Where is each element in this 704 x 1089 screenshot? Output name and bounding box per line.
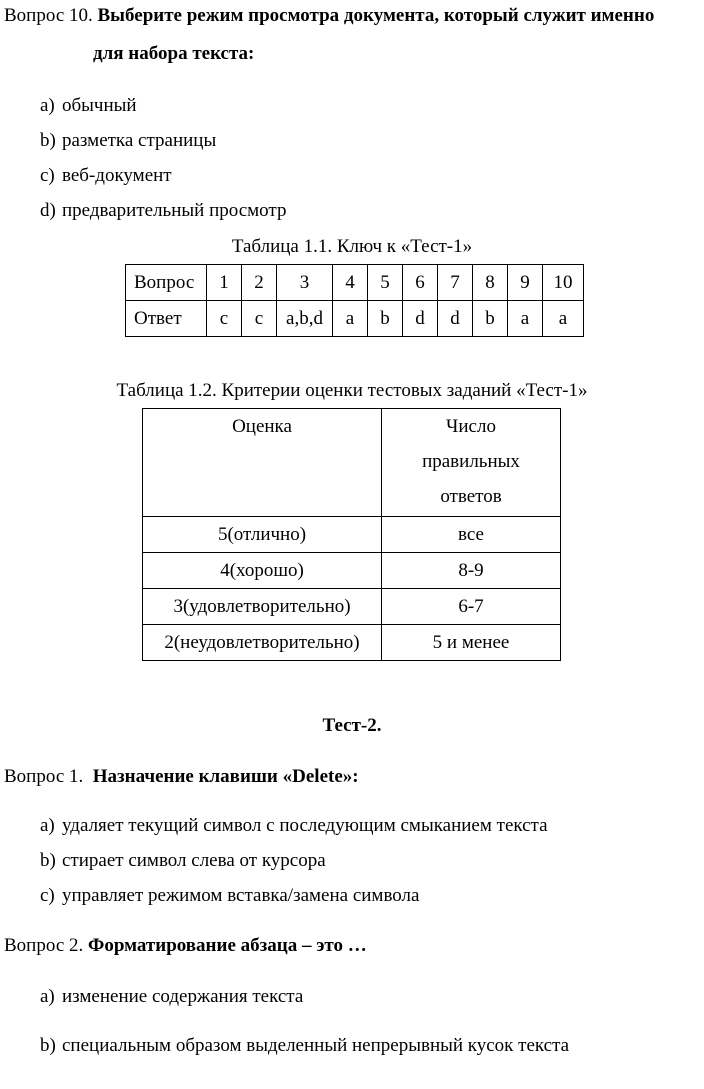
table-cell: 9 xyxy=(508,265,543,301)
q10-option-c: c) веб-документ xyxy=(40,165,172,186)
question-10-prefix: Вопрос 10. xyxy=(4,5,98,26)
table-row xyxy=(143,517,561,553)
table-cell: 5 xyxy=(368,265,403,301)
table-row xyxy=(143,625,561,661)
question-10 xyxy=(4,6,654,25)
header-cell-grade: Оценка xyxy=(143,409,382,517)
table-cell: 6 xyxy=(403,265,438,301)
test2-question-1-text: Назначение клавиши «Delete»: xyxy=(92,766,359,787)
table-cell: 1 xyxy=(207,265,242,301)
table-cell: c xyxy=(242,301,277,337)
q10-option-d: d) предварительный просмотр xyxy=(40,200,287,221)
t2q2-option-b: b) специальным образом выделенный непрерывный кусок текста xyxy=(40,1035,570,1056)
t2q1-option-b: b) стирает символ слева от курсора xyxy=(40,850,326,871)
table-cell: a xyxy=(333,301,368,337)
table1-caption: Таблица 1.1. Ключ к «Тест-1» xyxy=(231,236,473,257)
table-cell: a xyxy=(543,301,584,337)
table-cell: 3(удовлетворительно) xyxy=(143,589,382,625)
question-10-text-cont: для набора текста: xyxy=(93,43,255,64)
test2-question-1 xyxy=(4,767,359,786)
t2q1-option-c: c) управляет режимом вставка/замена символа xyxy=(40,885,420,906)
table-cell: 3 xyxy=(277,265,333,301)
table-header-row xyxy=(143,409,561,517)
table-row xyxy=(126,301,584,337)
grading-criteria-table xyxy=(142,408,561,661)
table-cell: 4(хорошо) xyxy=(143,553,382,589)
table-cell: b xyxy=(368,301,403,337)
test2-question-2-prefix: Вопрос 2. xyxy=(4,935,88,956)
table-cell: d xyxy=(403,301,438,337)
table-cell: 5 и менее xyxy=(382,625,561,661)
table-cell: 10 xyxy=(543,265,584,301)
question-10-text: Выберите режим просмотра документа, который служит именно xyxy=(97,5,655,26)
table-cell: 8 xyxy=(473,265,508,301)
table-cell: b xyxy=(473,301,508,337)
table-cell: a,b,d xyxy=(277,301,333,337)
table-cell: все xyxy=(382,517,561,553)
section-title: Тест-2. xyxy=(322,715,382,736)
t2q2-option-a: a) изменение содержания текста xyxy=(40,986,304,1007)
table-cell: 6-7 xyxy=(382,589,561,625)
table-cell: 4 xyxy=(333,265,368,301)
table-cell: d xyxy=(438,301,473,337)
table-cell: 2 xyxy=(242,265,277,301)
table-row xyxy=(143,553,561,589)
table-cell: Вопрос xyxy=(126,265,207,301)
table-cell: 8-9 xyxy=(382,553,561,589)
table-cell: 7 xyxy=(438,265,473,301)
test2-question-1-prefix: Вопрос 1. xyxy=(4,766,93,787)
table-row xyxy=(143,589,561,625)
table-cell: a xyxy=(508,301,543,337)
table2-caption: Таблица 1.2. Критерии оценки тестовых заданий «Тест-1» xyxy=(116,380,588,401)
test2-question-2-text: Форматирование абзаца – это … xyxy=(88,935,367,956)
table-cell: Ответ xyxy=(126,301,207,337)
table-cell: 2(неудовлетворительно) xyxy=(143,625,382,661)
table-cell: c xyxy=(207,301,242,337)
answer-key-table xyxy=(125,264,584,337)
q10-option-b: b) разметка страницы xyxy=(40,130,217,151)
header-cell-correct-count: Число правильных ответов xyxy=(382,409,561,517)
table-row xyxy=(126,265,584,301)
table-cell: 5(отлично) xyxy=(143,517,382,553)
q10-option-a: a) обычный xyxy=(40,95,137,116)
test2-question-2 xyxy=(4,936,367,955)
t2q1-option-a: a) удаляет текущий символ с последующим смыканием текста xyxy=(40,815,548,836)
